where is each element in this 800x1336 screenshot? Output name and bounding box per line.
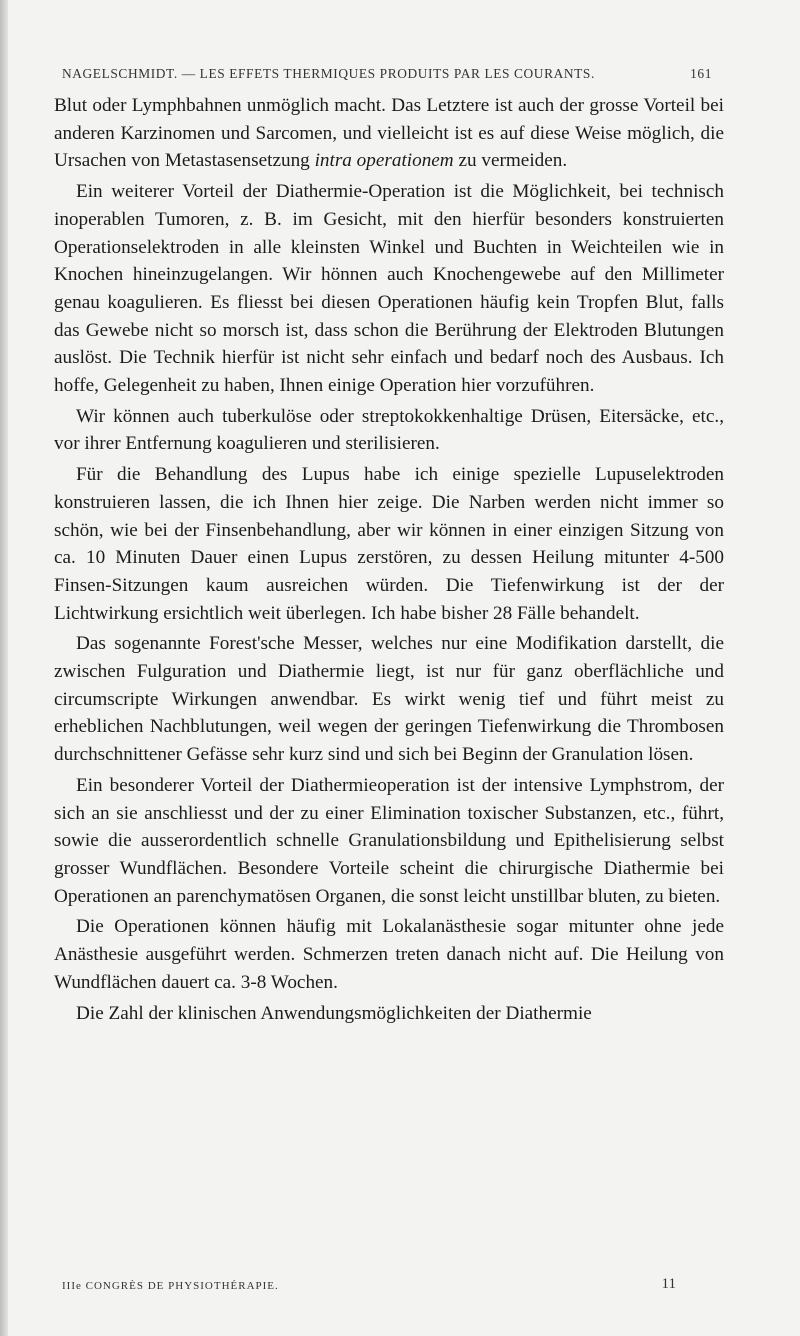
paragraph-3: Wir können auch tuberkulöse oder streptokokkenhaltige Drüsen, Eitersäcke, etc., vor ihrer Entfernung koagulieren und sterilisieren. [54, 405, 724, 455]
paragraph-8: Die Zahl der klinischen Anwendungsmöglichkeiten der Diathermie [76, 1002, 592, 1024]
paragraph-5: Das sogenannte Forest'sche Messer, welches nur eine Modifikation darstellt, die zwischen Fulguration und Diathermie liegt, ist nur für ganz oberflächliche und circumscripte Wirkungen anwendbar. Es wirkt wenig tief und führt meist zu erheblichen Nachblutungen, weil wegen der geringen Tiefenwirkung die Thrombosen durchschnittener Gefässe sehr kurz sind und sich bei Beginn der Granulation lösen. [54, 633, 724, 766]
paragraph-1 [54, 92, 724, 175]
paragraph-7: Die Operationen können häufig mit Lokalanästhesie sogar mitunter ohne jede Anästhesie ausgeführt werden. Schmerzen treten danach nicht auf. Die Heilung von Wundflächen dauert ca. 3-8 Wochen. [54, 916, 724, 993]
book-gutter [0, 0, 8, 1336]
signature-mark: 11 [661, 1276, 676, 1292]
paragraph-1-text-a: Blut oder Lymphbahnen unmöglich macht. Das Letztere ist auch der grosse Vorteil bei anderen Karzinomen und Sarcomen, und vielleicht ist es auf diese Weise möglich, die Ursachen von Metastasensetzung [54, 95, 724, 172]
congress-title: IIIe CONGRÈS DE PHYSIOTHÉRAPIE. [62, 1280, 279, 1292]
running-title: NAGELSCHMIDT. — LES EFFETS THERMIQUES PRODUITS PAR LES COURANTS. [62, 66, 595, 81]
paragraph-1-italic: intra operationem [314, 150, 454, 172]
page-number: 161 [690, 66, 712, 81]
running-header [62, 66, 712, 82]
paragraph-1-text-b: zu vermeiden. [453, 150, 568, 172]
page-footer [62, 1276, 712, 1292]
paragraph-4: Für die Behandlung des Lupus habe ich einige spezielle Lupuselektroden konstruieren lassen, die ich Ihnen hier zeige. Die Narben werden nicht immer so schön, wie bei der Finsenbehandlung, aber wir können in einer einzigen Sitzung von ca. 10 Minuten Dauer einen Lupus zerstören, zu dessen Heilung mitunter 4-500 Finsen-Sitzungen kaum ausreichen würden. Die Tiefenwirkung ist der der Lichtwirkung ersichtlich weit überlegen. Ich habe bisher 28 Fälle behandelt. [54, 464, 724, 624]
page-body [54, 92, 724, 1027]
paragraph-2: Ein weiterer Vorteil der Diathermie-Operation ist die Möglichkeit, bei technisch inoperablen Tumoren, z. B. im Gesicht, mit den hierfür besonders konstruierten Operationselektroden in alle kleinsten Winkel und Buchten in Weichteilen wie in Knochen hineinzugelangen. Wir hönnen auch Knochengewebe auf den Millimeter genau koagulieren. Es fliesst bei diesen Operationen häufig kein Tropfen Blut, falls das Gewebe nicht so morsch ist, dass schon die Berührung der Elektroden Blutungen auslöst. Die Technik hierfür ist nicht sehr einfach und bedarf noch des Ausbaus. Ich hoffe, Gelegenheit zu haben, Ihnen einige Operation hier vorzuführen. [54, 181, 724, 397]
paragraph-6: Ein besonderer Vorteil der Diathermieoperation ist der intensive Lymphstrom, der sich an sie anschliesst und der zu einer Elimination toxischer Substanzen, etc., führt, sowie die ausserordentlich schnelle Granulationsbildung und Epithelisierung selbst grosser Wundflächen. Besondere Vorteile scheint die chirurgische Diathermie bei Operationen an parenchymatösen Organen, die sonst leicht unstillbar bluten, zu bieten. [54, 774, 724, 907]
